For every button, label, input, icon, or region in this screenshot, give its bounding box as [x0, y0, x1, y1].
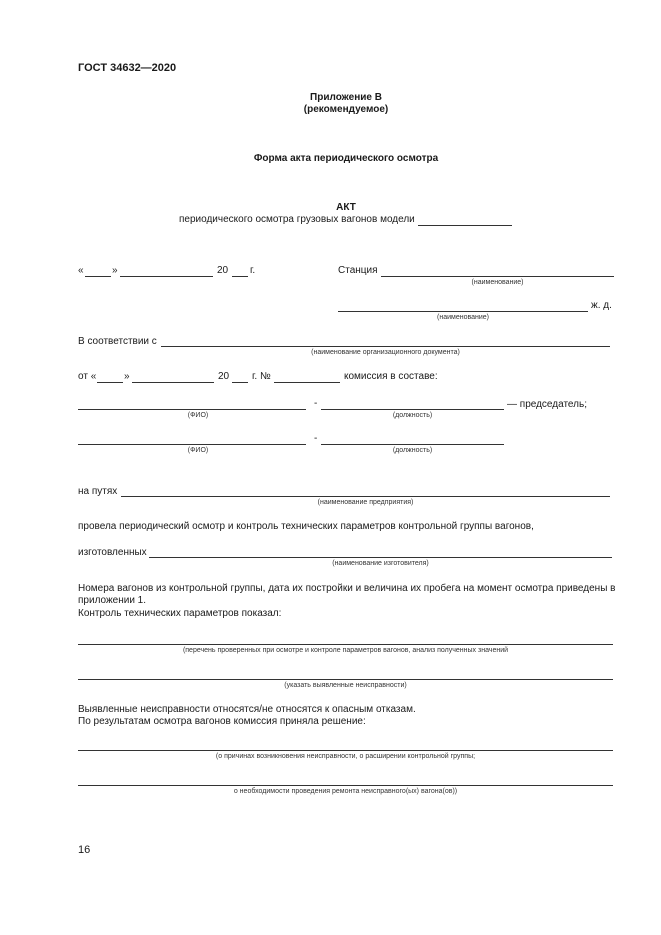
decision-text: По результатам осмотра вагонов комиссия приняла решение:: [78, 716, 366, 727]
control-text: Контроль технических параметров показал:: [78, 608, 282, 619]
railway-field[interactable]: [338, 311, 588, 312]
defects-text: Выявленные неисправности относятся/не относятся к опасным отказам.: [78, 704, 416, 715]
station-label: Станция: [338, 265, 378, 276]
accordance-field[interactable]: [161, 346, 610, 347]
repair-field[interactable]: [78, 785, 613, 786]
manufactured-label: изготовленных: [78, 547, 147, 558]
accordance-caption: (наименование организационного документа): [311, 349, 460, 356]
date-day-field[interactable]: [85, 276, 111, 277]
station-caption: (наименование): [471, 279, 524, 286]
commission-year-field[interactable]: [232, 382, 248, 383]
member1-role: — председатель;: [507, 399, 587, 410]
member2-dash: -: [314, 433, 318, 444]
defects-field[interactable]: [78, 679, 613, 680]
member1-name-caption: (ФИО): [187, 412, 209, 419]
commission-day-field[interactable]: [97, 382, 123, 383]
act-subtitle: периодического осмотра грузовых вагонов модели: [179, 214, 415, 225]
member1-dash: -: [314, 398, 318, 409]
causes-caption: (о причинах возникновения неисправности, о расширении контрольной группы;: [215, 753, 476, 760]
defects-caption: (указать выявленные неисправности): [284, 682, 407, 689]
page-number: 16: [78, 844, 91, 856]
wagon-model-field[interactable]: [418, 225, 512, 226]
date-close-quote: »: [112, 265, 118, 276]
appendix-title: Приложение В: [310, 92, 382, 103]
station-field[interactable]: [381, 276, 614, 277]
params-caption: (перечень проверенных при осмотре и контроле параметров вагонов, анализ полученных значений: [182, 647, 509, 654]
member2-name-caption: (ФИО): [187, 447, 209, 454]
causes-field[interactable]: [78, 750, 613, 751]
railway-suffix: ж. д.: [591, 300, 612, 311]
date-year-suffix: г.: [250, 265, 256, 276]
member1-name-field[interactable]: [78, 409, 306, 410]
commission-year-prefix: 20: [218, 371, 230, 382]
accordance-label: В соответствии с: [78, 336, 157, 347]
date-open-quote: «: [78, 265, 84, 276]
inspection-text: провела периодический осмотр и контроль технических параметров контрольной группы вагонов,: [78, 521, 534, 532]
commission-from-label: от «: [78, 371, 97, 382]
member2-position-caption: (должность): [392, 447, 433, 454]
standard-header: ГОСТ 34632—2020: [78, 62, 177, 74]
manufactured-field[interactable]: [149, 557, 612, 558]
commission-number-field[interactable]: [274, 382, 340, 383]
railway-caption: (наименование): [437, 314, 489, 321]
tracks-label: на путях: [78, 486, 118, 497]
member2-position-field[interactable]: [321, 444, 504, 445]
member2-name-field[interactable]: [78, 444, 306, 445]
numbers-text: Номера вагонов из контрольной группы, дата их постройки и величина их пробега на момент осмотра приведены в приложении 1.: [78, 583, 616, 606]
form-title: Форма акта периодического осмотра: [253, 153, 439, 164]
commission-composition-label: комиссия в составе:: [344, 371, 438, 382]
date-month-field[interactable]: [120, 276, 213, 277]
member1-position-field[interactable]: [321, 409, 504, 410]
repair-caption: о необходимости проведения ремонта неисправного(ых) вагона(ов)): [233, 788, 458, 795]
manufactured-caption: (наименование изготовителя): [332, 560, 429, 567]
commission-number-label: г. №: [252, 371, 271, 382]
commission-close-quote: »: [124, 371, 130, 382]
act-title: АКТ: [336, 202, 356, 213]
tracks-caption: (наименование предприятия): [317, 499, 414, 506]
tracks-field[interactable]: [121, 496, 610, 497]
appendix-subtitle: (рекомендуемое): [303, 104, 389, 115]
params-field[interactable]: [78, 644, 613, 645]
member1-position-caption: (должность): [392, 412, 433, 419]
date-year-prefix: 20: [217, 265, 229, 276]
date-year-field[interactable]: [232, 276, 248, 277]
commission-month-field[interactable]: [132, 382, 214, 383]
